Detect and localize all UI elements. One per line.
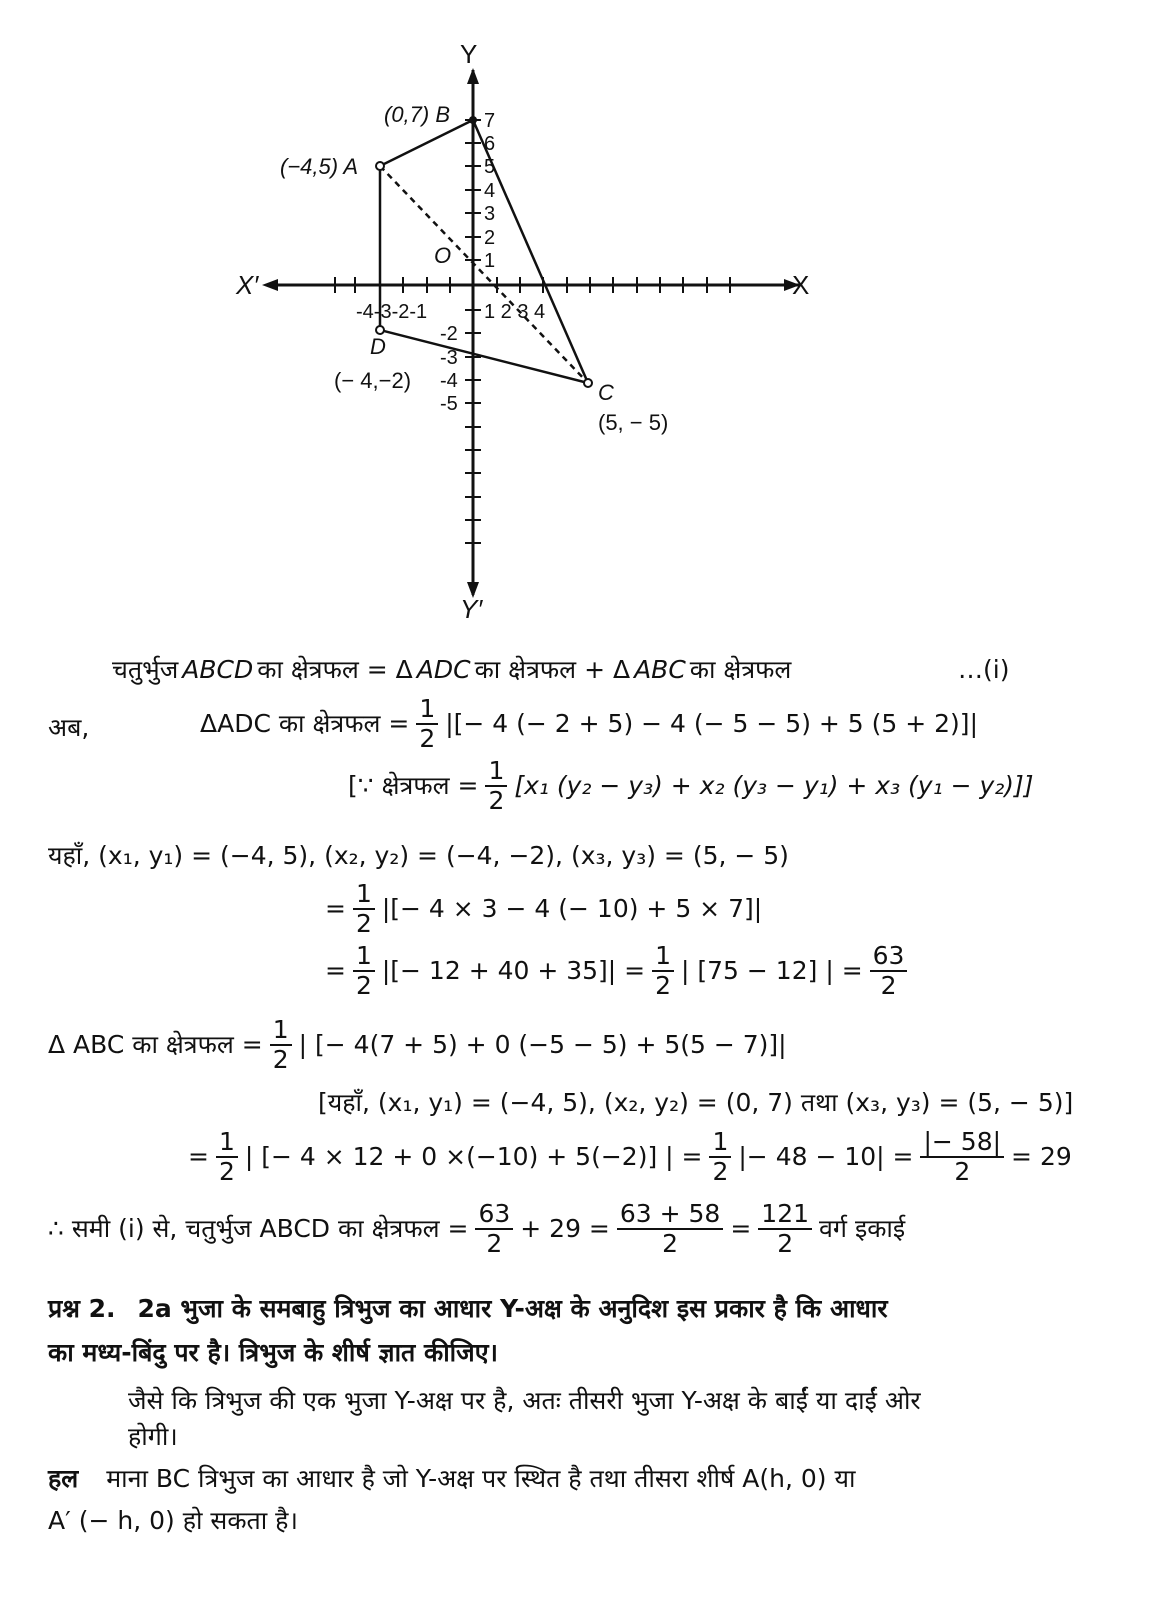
equation-ref-i: …(i) bbox=[958, 655, 1010, 684]
text: ABCD bbox=[182, 655, 254, 684]
text: |[− 4 × 3 − 4 (− 10) + 5 × 7]| bbox=[381, 894, 763, 923]
question-label: प्रश्न 2. bbox=[48, 1294, 116, 1323]
label-D-coord: (− 4,−2) bbox=[334, 368, 412, 393]
text: वर्ग इकाई bbox=[819, 1214, 906, 1243]
vertex-C bbox=[584, 379, 592, 387]
line-area-formula bbox=[348, 757, 1034, 815]
y-tick-neg2: -2 bbox=[440, 323, 458, 345]
text: = bbox=[730, 1214, 752, 1243]
line-adc-area bbox=[200, 695, 978, 753]
text: + 29 = bbox=[520, 1214, 610, 1243]
fraction-58-2: $\frac{|- 58|}{2}$ bbox=[920, 1128, 1004, 1186]
line-abc-area bbox=[48, 1016, 787, 1074]
fraction-121-2: $\frac{121}{2}$ bbox=[758, 1200, 812, 1258]
text: ADC bbox=[416, 655, 471, 684]
text: Δ ABC का क्षेत्रफल = bbox=[48, 1030, 263, 1059]
y-tick-1: 1 bbox=[484, 250, 496, 272]
question-2 bbox=[48, 1294, 1048, 1324]
y-tick-neg5: -5 bbox=[440, 393, 458, 415]
text: = bbox=[188, 1142, 209, 1171]
text: = 29 bbox=[1011, 1142, 1072, 1171]
solution-start bbox=[48, 1464, 856, 1494]
line-coords-abc: [यहाँ, (x₁, y₁) = (−4, 5), (x₂, y₂) = (0, 7) तथा (x₃, y₃) = (5, − 5)] bbox=[318, 1088, 1074, 1117]
text: चतुर्भुज bbox=[112, 655, 179, 684]
question-text-1: 2a भुजा के समबाहु त्रिभुज का आधार Y-अक्ष के अनुदिश इस प्रकार है कि आधार bbox=[137, 1294, 888, 1323]
vertex-B bbox=[469, 116, 477, 124]
text: = bbox=[325, 894, 346, 923]
label-B: (0,7) B bbox=[384, 102, 451, 127]
text: का क्षेत्रफल + Δ bbox=[474, 655, 631, 684]
line-quad-area bbox=[112, 655, 791, 685]
fraction-63-2: $\frac{63}{2}$ bbox=[475, 1200, 513, 1258]
fraction-half: $\frac{1}{2}$ bbox=[416, 695, 438, 753]
y-tick-7: 7 bbox=[484, 110, 496, 132]
note-line-2: होगी। bbox=[128, 1422, 178, 1451]
text: |[− 4 (− 2 + 5) − 4 (− 5 − 5) + 5 (5 + 2)]| bbox=[445, 709, 978, 738]
fraction-63-58-2: $\frac{63 + 58}{2}$ bbox=[617, 1200, 723, 1258]
axis-label-y-neg: Y′ bbox=[460, 594, 483, 624]
origin-label: O bbox=[434, 243, 452, 268]
vertex-A bbox=[376, 162, 384, 170]
fraction-half: $\frac{1}{2}$ bbox=[709, 1128, 731, 1186]
line-total-area bbox=[48, 1200, 905, 1258]
y-tick-5: 5 bbox=[484, 156, 496, 178]
text: का क्षेत्रफल bbox=[689, 655, 792, 684]
x-tick-labels-positive: 1 2 3 4 bbox=[484, 301, 546, 323]
label-D: D bbox=[370, 334, 386, 359]
text: का क्षेत्रफल = Δ bbox=[257, 655, 413, 684]
vertex-D bbox=[376, 326, 384, 334]
y-tick-neg3: -3 bbox=[440, 347, 458, 369]
fraction-63-2: $\frac{63}{2}$ bbox=[870, 942, 908, 1000]
line-ab: अब, bbox=[48, 713, 90, 742]
hal-text-2: A′ (− h, 0) हो सकता है। bbox=[48, 1506, 298, 1535]
note-line-1: जैसे कि त्रिभुज की एक भुजा Y-अक्ष पर है, अतः तीसरी भुजा Y-अक्ष के बाईं या दाईं ओर bbox=[128, 1386, 921, 1415]
y-tick-2: 2 bbox=[484, 227, 496, 249]
hal-text-1: माना BC त्रिभुज का आधार है जो Y-अक्ष पर स्थित है तथा तीसरा शीर्ष A(h, 0) या bbox=[106, 1464, 856, 1493]
fraction-half: $\frac{1}{2}$ bbox=[216, 1128, 238, 1186]
text: |[− 12 + 40 + 35]| = bbox=[381, 956, 646, 985]
axis-label-y: Y bbox=[460, 39, 478, 69]
fraction-half: $\frac{1}{2}$ bbox=[270, 1016, 292, 1074]
text: | [− 4(7 + 5) + 0 (−5 − 5) + 5(5 − 7)]| bbox=[298, 1030, 787, 1059]
x-axis-arrow-left bbox=[262, 279, 278, 291]
text: [x₁ (y₂ − y₃) + x₂ (y₃ − y₁) + x₃ (y₁ − y₂)]] bbox=[514, 771, 1034, 800]
text: | [75 − 12] | = bbox=[681, 956, 863, 985]
text: |− 48 − 10| = bbox=[738, 1142, 914, 1171]
text: [∵ क्षेत्रफल = bbox=[348, 771, 479, 800]
fraction-half: $\frac{1}{2}$ bbox=[485, 757, 507, 815]
text: = bbox=[325, 956, 346, 985]
hal-label: हल bbox=[48, 1464, 79, 1493]
question-text-2: का मध्य-बिंदु पर है। त्रिभुज के शीर्ष ज्ञात कीजिए। bbox=[48, 1338, 499, 1367]
axis-label-x-neg: X′ bbox=[236, 270, 259, 300]
text: | [− 4 × 12 + 0 ×(−10) + 5(−2)] | = bbox=[244, 1142, 703, 1171]
label-A: (−4,5) A bbox=[280, 154, 359, 179]
y-tick-6: 6 bbox=[484, 133, 496, 155]
axis-label-x: X bbox=[792, 270, 810, 300]
y-axis-arrow-top bbox=[467, 68, 479, 84]
side-DC bbox=[380, 330, 588, 383]
line-coords-adc: यहाँ, (x₁, y₁) = (−4, 5), (x₂, y₂) = (−4, −2), (x₃, y₃) = (5, − 5) bbox=[48, 841, 789, 870]
label-C: C bbox=[598, 380, 614, 405]
line-step-2 bbox=[325, 942, 910, 1000]
fraction-half: $\frac{1}{2}$ bbox=[652, 942, 674, 1000]
text: ΔADC का क्षेत्रफल = bbox=[200, 709, 410, 738]
label-C-coord: (5, − 5) bbox=[598, 410, 669, 435]
text: ∴ समी (i) से, चतुर्भुज ABCD का क्षेत्रफल = bbox=[48, 1214, 469, 1243]
x-tick-labels-negative: -4-3-2-1 bbox=[356, 301, 428, 323]
text: ABC bbox=[634, 655, 686, 684]
line-step-1 bbox=[325, 880, 762, 938]
coordinate-graph bbox=[0, 0, 1152, 640]
fraction-half: $\frac{1}{2}$ bbox=[353, 880, 375, 938]
fraction-half: $\frac{1}{2}$ bbox=[353, 942, 375, 1000]
line-step-3 bbox=[188, 1128, 1072, 1186]
y-tick-neg4: -4 bbox=[440, 370, 458, 392]
y-tick-3: 3 bbox=[484, 203, 496, 225]
y-tick-4: 4 bbox=[484, 180, 496, 202]
